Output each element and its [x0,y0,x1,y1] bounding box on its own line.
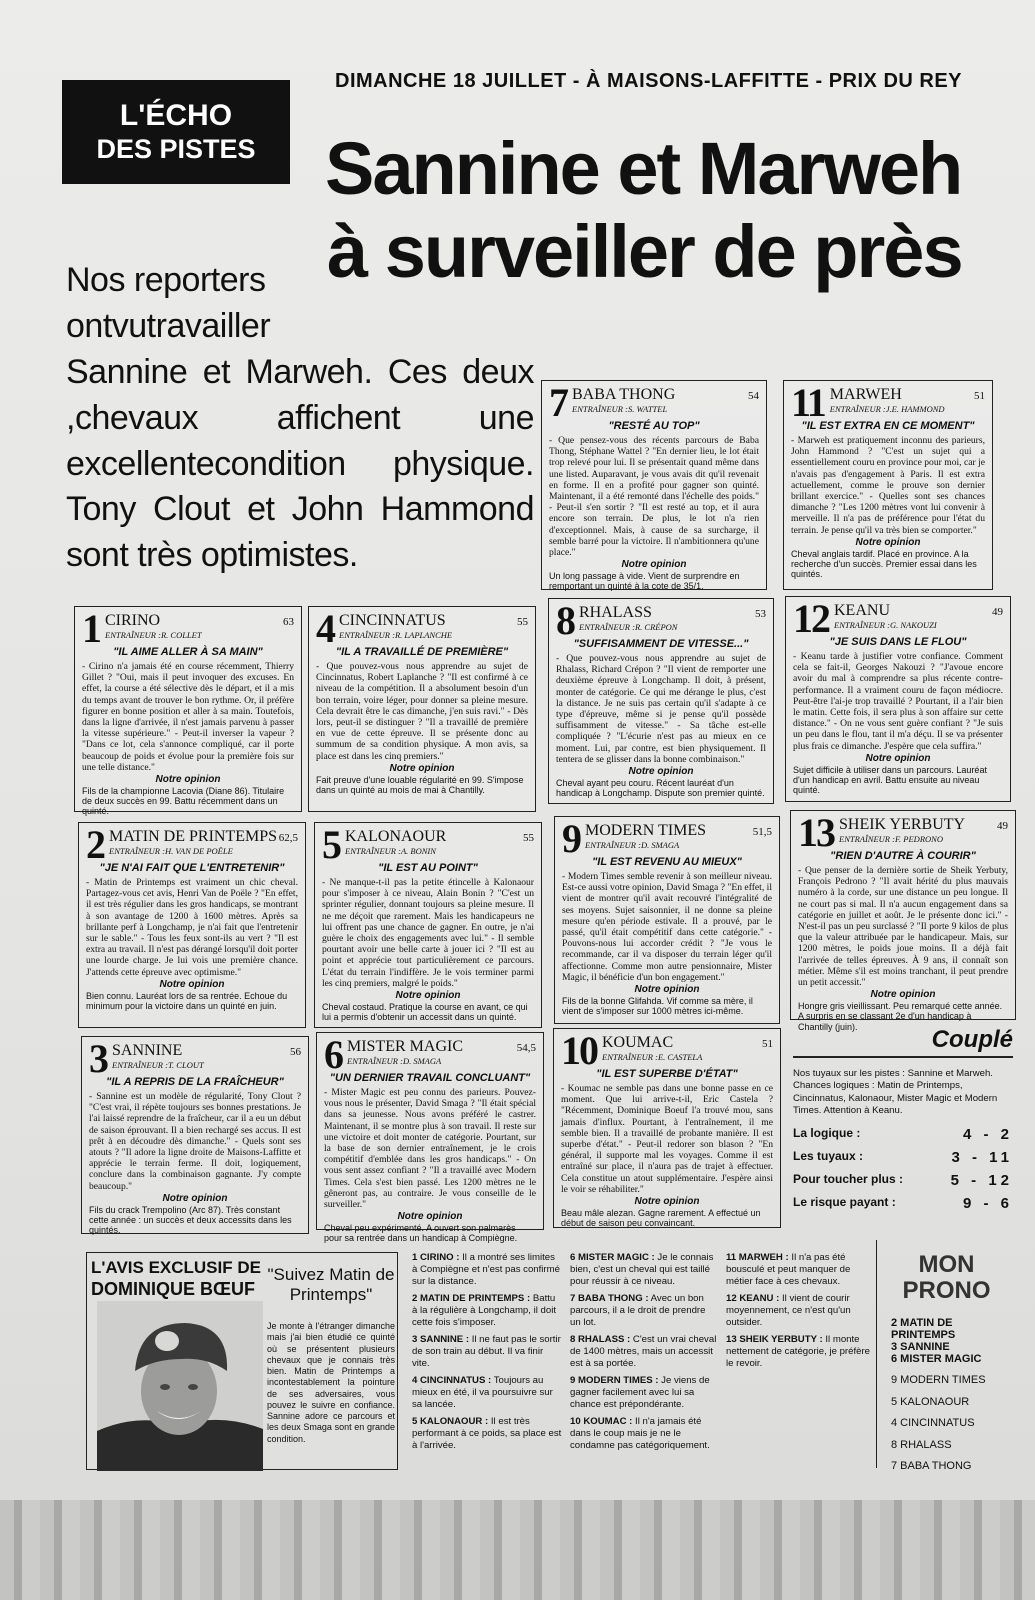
note-text: Avec un bon parcours, il a le droit de prendre un lot. [570,1292,706,1328]
horse-quote: "IL EST REVENU AU MIEUX" [592,856,742,868]
rubric-line2: DES PISTES [96,133,256,164]
note-text: Battu à la régulière à Longchamp, il doit cette fois s'imposer. [412,1292,556,1328]
opinion-title: Notre opinion [621,559,687,571]
prono-other-pick: 5 KALONAOUR [891,1395,970,1408]
horse-name: KALONAOUR [345,828,447,845]
horse-name: CINCINNATUS [339,612,446,629]
note-item [412,1293,562,1329]
horse-header [602,1034,773,1053]
couple-row [793,1149,1013,1166]
horse-weight: 53 [755,608,766,620]
interview-text: - Mister Magic est peu connu des parieurs. Pouvez-vous nous le présenter, David Smaga ? "Il était spécial dans sa jeunesse. Nous avons préféré le castrer. Maintenant, il se montre plus à son travail. Il reste sur une victoire et doit monter de catégorie. Pourtant, sur la base de son dernier entraînement, je le crois compétitif d'emblée dans les gros handicaps." - On vous sent assez confiant ? "Il a travaillé avec Modern Times. Cela s'est bien passé. Les 1200 mètres ne le gêneront pas, au contraire. Je vous conseille de le surveiller." [324,1086,536,1211]
horse-weight: 56 [290,1046,301,1058]
note-label: 3 SANNINE : [412,1333,470,1345]
horse-quote: "UN DERNIER TRAVAIL CONCLUANT" [329,1072,531,1084]
horse-trainer: ENTRAÎNEUR :G. NAKOUZI [834,619,937,630]
opinion-title: Notre opinion [870,989,936,1001]
interview-text: - Que pensez-vous des récents parcours de Baba Thong, Stéphane Wattel ? "En dernier lieu, le lot était trop relevé pour lui. Il se présentait quand même dans une listed. Auparavant, je vous avais dit qu'il revenait en forme. Il en a profité pour gagner son quinté. Maintenant, il a été remonté dans l'échelle des poids." - Peut-il s'en sortir ? "Il est resté au top, et il aura encore son terrain. De plus, le lot n'a rien d'exceptionnel. Mais, à cause de sa surcharge, il semble barré pour la victoire. Il n'ambitionnera qu'une place." [549,434,759,559]
opinion-text: Beau mâle alezan. Gagne rarement. A effectué un début de saison peu convaincant. [561,1207,761,1229]
couple-row-value: 5 - 12 [950,1171,1013,1189]
prono-top-pick: 3 SANNINE [891,1340,950,1353]
opinion-text: Fils de la championne Lacovia (Diane 86). Titulaire de deux succès en 99. Battu récemment dans un quinté. [82,785,285,817]
horse-quote: "JE N'AI FAIT QUE L'ENTRETENIR" [99,862,285,874]
horse-name: MARWEH [829,386,902,403]
opinion-title: Notre opinion [634,984,700,996]
opinion-title: Notre opinion [155,774,221,786]
horse-number: 8 [556,598,574,643]
opinion-text: Hongre gris vieillissant. Peu remarqué cette année. A surpris en se classant 2e d'un handicap à Chantilly (juin). [798,1000,1003,1032]
horse-weight: 55 [523,832,534,844]
couple-row-value: 3 - 11 [951,1148,1013,1166]
horse-name: MISTER MAGIC [347,1038,464,1055]
couple-row [793,1126,1013,1143]
jockey-photo [97,1301,263,1471]
horse-trainer: ENTRAÎNEUR :R. LAPLANCHE [339,629,453,640]
note-text: Je viens de gagner facilement avec lui sa chance est prépondérante. [570,1374,710,1410]
opinion-text: Cheval costaud. Pratique la course en avant, ce qui lui a permis d'obtenir un accessit dans un quinté. [322,1001,528,1023]
note-text: Il monte nettement de catégorie, je préfère le revoir. [726,1333,870,1369]
horse-name: MODERN TIMES [585,822,707,839]
interview-text: - Que pouvez-vous nous apprendre au sujet de Cincinnatus, Robert Laplanche ? "Il est confirmé à ce niveau de la compétition. Il a absolument besoin d'un bon terrain, voire léger, pour donner sa pleine mesure. Cela devrait être le cas dimanche, j'en suis ravi." - Dès lors, peut-il se distinguer ? "Il a travaillé de première en vue de cette épreuve. Il se présente donc au summum de sa condition physique. A mon avis, sa place est dans les cinq premiers." [316,660,528,762]
opinion-text: Fait preuve d'une louable régularité en 99. S'impose dans un quinté au mois de mai à Chantilly. [316,774,524,795]
horse-trainer: ENTRAÎNEUR :J.E. HAMMOND [829,403,945,414]
prono-title-line1: MON [918,1251,975,1278]
prono-top-pick: 6 MISTER MAGIC [891,1353,982,1366]
note-label: 13 SHEIK YERBUTY : [726,1333,823,1345]
horse-weight: 51,5 [752,826,772,838]
horse-name: KOUMAC [602,1034,674,1051]
horse-quote: "IL AIME ALLER À SA MAIN" [113,646,263,658]
opinion-title: Notre opinion [634,1196,700,1208]
interview-text: - Keanu tarde à justifier votre confiance. Comment cela se fait-il, Georges Nakouzi ? "J'avoue encore avoir du mal à comprendre sa plus récente contre-performance. Il a vraiment couru de façon médiocre. Peut-être l'ai-je trop travaillé ? Pourtant, il a l'air bien le matin. Cette fois, il sera plus à son affaire sur cette distance." - On ne vous sent guère confiant ? "Je suis un peu dans le flou, tant il m'a déçu. Il se va présenter plus frais ce dimanche. J'espère que cela suffira." [793,650,1003,752]
horse-header [112,1042,301,1061]
expert-opinion-box [86,1252,398,1470]
horse-card [78,822,306,1028]
horse-number: 1 [82,606,100,651]
horse-card [74,606,302,817]
horse-card [316,1032,544,1244]
prono-other-picks [877,1375,1016,1473]
horse-card [553,1028,781,1228]
note-item [570,1416,718,1452]
horse-header [585,822,772,841]
horse-card [308,606,536,812]
interview-text: - Matin de Printemps est vraiment un chic cheval. Partagez-vous cet avis, Henri Van de Poële ? "En effet, il est très régulier dans les gros handicaps, se montrant à son avantage de 1200 à 1600 mètres. Après sa brillante perf à Longchamp, je n'ai fait que l'entretenir sur le sable." - Tous les feux sont-ils au vert ? "Il est extra au travail. Il n'est pas dérangé lorsqu'il doit porter une lourde charge. Je lui vois une première chance. J'attends cette épreuve avec optimisme." [86,876,298,978]
horse-header [839,816,1008,835]
note-item [570,1293,718,1329]
horse-header [339,612,528,631]
prono-title-line2: PRONO [902,1277,991,1305]
notes-column-2 [570,1252,718,1457]
prono-other-pick: 9 MODERN TIMES [891,1374,986,1387]
opinion-title: Notre opinion [389,762,455,774]
interview-text: - Koumac ne semble pas dans une bonne passe en ce moment. Que lui arrive-t-il, Eric Castela ? "Récemment, Dominique Boeuf l'a trouvé mou, sans jamais d'influx. Pourtant, à l'entraînement, il me semble bien. Il a travaillé de probante manière. Il est superbe d'état." - Peut-il redorer son blason ? "En général, il supporte mal les voyages. Comme il est entraîné sur place, il n'aura pas de trajet à effectuer. Cela constitue un atout supplémentaire. J'espère ainsi le voir se réhabiliter." [561,1082,773,1195]
horse-header [834,602,1003,621]
intro-text [66,258,534,579]
note-label: 7 BABA THONG : [570,1292,649,1304]
opinion-text: Cheval peu expérimenté. A ouvert son palmarès pour sa rentrée dans un handicap à Compiègne. [324,1222,518,1244]
note-text: Je le connais bien, c'est un cheval qui est taillé pour réussir à ce niveau. [570,1252,714,1287]
prono-top-picks [877,1317,1016,1365]
horse-trainer: ENTRAÎNEUR :H. VAN DE POËLE [109,845,233,856]
couple-row-label: Le risque payant : [793,1194,896,1209]
couple-text: Nos tuyaux sur les pistes : Sannine et Marweh. Chances logiques : Matin de Printemps, Cincinnatus, Kalonaour, Mister Magic et Modern Times. Attention à Keanu. [793,1068,998,1117]
note-label: 11 MARWEH : [726,1252,789,1263]
note-item [412,1416,562,1452]
couple-row-label: Pour toucher plus : [793,1171,904,1186]
opinion-title: Notre opinion [628,766,694,778]
horse-trainer: ENTRAÎNEUR :D. SMAGA [347,1055,442,1066]
horse-trainer: ENTRAÎNEUR :F. PEDRONO [839,833,943,844]
horse-trainer: ENTRAÎNEUR :A. BONIN [345,845,436,856]
couple-title: Couplé [793,1026,1013,1058]
horse-card [554,816,780,1024]
prono-title [877,1252,1016,1305]
horse-weight: 55 [517,616,528,628]
horse-name: CIRINO [105,612,161,629]
opinion-title: Notre opinion [397,1211,463,1223]
opinion-text: Sujet difficile à utiliser dans un parcours. Lauréat d'un handicap en avril. Battu ensuite au niveau quinté. [793,764,987,796]
horse-trainer: ENTRAÎNEUR :D. SMAGA [585,839,680,850]
rubric-line1: L'ÉCHO [119,99,233,133]
opinion-title: Notre opinion [865,752,931,764]
horse-number: 9 [562,816,580,861]
horse-number: 7 [549,380,567,425]
note-text: Il a montré ses limites à Compiègne et n'est pas confirmé sur la distance. [412,1252,560,1287]
horse-number: 4 [316,606,334,651]
horse-quote: "RESTÉ AU TOP" [608,420,700,432]
horse-weight: 49 [997,820,1008,832]
horse-quote: "IL EST SUPERBE D'ÉTAT" [596,1068,738,1080]
couple-row-label: Les tuyaux : [793,1148,864,1163]
interview-text: - Ne manque-t-il pas la petite étincelle à Kalonaour pour s'imposer à ce niveau, Alain Bonin ? "C'est un sprinter régulier, donnant toujours sa pleine mesure. Il ne me déçoit que rarement. Mais les handicapeurs ne lui offrent pas une chance de gagner. En outre, je n'ai guère le choix des engagements avec lui." - Il semble pourtant avoir une belle carte à jouer ici ? "Il est au point et apprécie tout particulièrement ce parcours. L'état du terrain l'indiffère. Je le vois terminer parmi les cinq premiers, malgré le poids." [322,876,534,989]
horse-card [783,380,993,590]
intro-rest: Sannine et Marweh. Ces deux ,chevaux affichent une excellentecondition physique. Tony Clout et John Hammond sont très optimistes. [66,352,534,575]
horse-weight: 62,5 [278,832,298,844]
horse-name: BABA THONG [572,386,676,403]
opinion-title: Notre opinion [855,536,921,548]
horse-header [345,828,534,847]
horse-quote: "IL EST EXTRA EN CE MOMENT" [801,420,975,432]
note-label: 10 KOUMAC : [570,1415,633,1427]
horse-weight: 54 [748,390,759,402]
horse-weight: 54,5 [516,1042,536,1054]
horse-quote: "SUFFISAMMENT DE VITESSE..." [573,638,749,650]
horse-quote: "JE SUIS DANS LE FLOU" [829,636,967,648]
horse-trainer: ENTRAÎNEUR :S. WATTEL [572,403,668,414]
note-text: Il n'a pas été bousculé et peut manquer de métier face à ces chevaux. [726,1252,851,1287]
note-label: 6 MISTER MAGIC : [570,1252,655,1263]
opinion-text: Un long passage à vide. Vient de surprendre en remportant un quinté à la cote de 35/1. [549,570,740,592]
interview-text: - Marweh est pratiquement inconnu des parieurs, John Hammond ? "C'est un sujet qui a essentiellement couru en province pour moi, car je n'avais pas d'engagement à Paris. Il est extra actuellement, comme le prouve son dernier brillant exercice." - Quelles sont ses chances dimanche ? "Les 1200 mètres vont lui convenir à merveille. Il n'a pas de préférence pour l'état du terrain. Je pense qu'il va très bien se comporter." [791,434,985,536]
horse-header [105,612,294,631]
prono-top-pick: 2 MATIN DE PRINTEMPS [891,1316,956,1341]
opinion-text: Fils du crack Trempolino (Arc 87). Très constant cette année : un succès et deux accessits dans les quintés. [89,1204,292,1236]
note-item [570,1375,718,1411]
note-item [412,1252,562,1288]
horse-weight: 49 [992,606,1003,618]
note-text: Il n'a jamais été dans le coup mais je ne le condamne pas catégoriquement. [570,1415,710,1451]
couple-row-value: 4 - 2 [962,1125,1013,1143]
avis-title-line2: DOMINIQUE BŒUF [91,1279,255,1299]
note-item [726,1293,872,1329]
notes-column-3 [726,1252,872,1375]
note-text: Il est très performant à ce poids, sa place est à l'arrivée. [412,1415,562,1451]
horse-number: 11 [791,380,825,425]
horse-card [314,822,542,1028]
horse-name: MATIN DE PRINTEMPS [109,828,278,845]
note-text: Il ne faut pas le sortir de son train au début. Il va finir vite. [412,1333,561,1369]
headline-line2: à surveiller de près [327,209,962,293]
avis-title-line1: L'AVIS EXCLUSIF DE [91,1258,261,1277]
couple-row [793,1172,1013,1189]
interview-text: - Cirino n'a jamais été en course récemment, Thierry Gillet ? "Oui, mais il peut invoquer des excuses. En effet, la course a été sélective dès le départ, et il a mis du temps avant de trouver le bon rythme. Or, il préfère figurer en bonne position et aller à sa main. Toutefois, dans la ligne d'arrivée, il n'est jamais parvenu à passer la vitesse supérieure." - Peut-il inverser la vapeur ? "Dans ce lot, cela s'annonce compliqué, car il porte beaucoup de poids et évolue pour la première fois sur une telle distance." [82,660,294,773]
couple-row [793,1195,1013,1212]
prono-other-pick: 7 BABA THONG [891,1460,972,1473]
prono-other-pick: 8 RHALASS [891,1438,952,1451]
note-item [570,1334,718,1370]
horse-trainer: ENTRAÎNEUR :R. CRÉPON [579,621,678,632]
interview-text: - Sannine est un modèle de régularité, Tony Clout ? "C'est vrai, il répète toujours ses bonnes prestations. Je l'ai laissé reprendre de la fraîcheur, car il a eu un début de saison éprouvant. Il a bien rechargé ses accus. Il est prêt à en découdre dès dimanche." - Quels sont ses atouts ? "Il adore la ligne droite de Maisons-Laffitte et apprécie le terrain ferme. Il doit, logiquement, conclure dans la combinaison gagnante. J'y compte beaucoup." [89,1090,301,1192]
couple-box [793,1026,1013,1230]
interview-text: - Que pouvez-vous nous apprendre au sujet de Rhalass, Richard Crépon ? "Il vient de remporter une deuxième épreuve à Longchamp. Il doit, à présent, monter de catégorie. Ce qui me dérange le plus, c'est la distance. Je ne suis pas certain qu'il s'adapte à ce type d'épreuve, même si je pense qu'il possède suffisamment de vitesse." - Sa tâche est-elle compliquée ? "L'écurie n'est pas au mieux en ce moment. Lui, par contre, est bien physiquement. Il tentera de se glisser dans la bonne combinaison." [556,652,766,765]
horse-weight: 51 [762,1038,773,1050]
opinion-text: Cheval anglais tardif. Placé en province. A la recherche d'un succès. Premier essai dans les quintés. [791,548,977,580]
horse-quote: "RIEN D'AUTRE À COURIR" [830,850,976,862]
rubric-box [62,80,290,184]
note-text: Toujours au mieux en été, il va poursuivre sur sa lancée. [412,1374,553,1410]
avis-quote-title: "Suivez Matin de Printemps" [267,1265,395,1305]
horse-trainer: ENTRAÎNEUR :R. COLLET [105,629,202,640]
notes-column-1 [412,1252,562,1457]
prono-box [876,1240,1016,1473]
horse-header [830,386,985,405]
horse-number: 13 [798,810,834,855]
horse-card [548,598,774,804]
horse-number: 10 [561,1028,597,1073]
interview-text: - Que penser de la dernière sortie de Sheik Yerbuty, François Pedrono ? "Il avait hérité du plus mauvais numéro à la corde, sur une distance un peu longue. Il ne court pas si mal. Il n'a aucun engagement dans sa catégorie en juillet et août. Je le présente donc ici." - N'est-il pas un peu surclassé ? "Il porte 9 kilos de plus que la valeur attribuée par le handicapeur. Mais, sur 1200 mètres, le poids joue moins. Il a déjà fait l'arrivée de telles épreuves. À 9 ans, il connaît son métier. Même s'il est moins tranchant, il peut prendre un petit accessit." [798,864,1008,989]
horse-card [541,380,767,590]
avis-quote-text: Je monte à l'étranger dimanche mais j'ai bien étudié ce quinté où se présentent plusieurs chevaux que je connais très bien. Matin de Printemps a incontestablement la pointure de ses adversaires, vous pouvez le suivre en confiance. Sannine adore ce parcours et les deux Smaga sont en grande condition. [267,1321,395,1444]
page-bottom-shadow [0,1500,1035,1600]
intro-line1: Nos reporters [66,261,266,299]
note-item [412,1334,562,1370]
horse-number: 3 [89,1036,107,1081]
horse-weight: 63 [283,616,294,628]
headline-line1: Sannine et Marweh [325,127,962,210]
interview-text: - Modern Times semble revenir à son meilleur niveau. Est-ce aussi votre opinion, David Smaga ? "En effet, il vient de montrer qu'il avait recouvré l'intégralité de ses moyens. Sujet saisonnier, il ne donne sa pleine mesure qu'en période estivale. Il a prouvé, par le passé, qu'il était compétitif dans cette catégorie." - Pouvons-nous lui accorder crédit ? "Je vous le recommande, car il va disposer du terrain léger qu'il affectionne. Comme mon autre pensionnaire, Mister Magic, il bénéficie d'un bon engagement." [562,870,772,983]
horse-header [347,1038,536,1057]
horse-card [81,1036,309,1234]
opinion-text: Cheval ayant peu couru. Récent lauréat d'un handicap à Longchamp. Dispute son premier quinté. [556,777,765,799]
note-label: 2 MATIN DE PRINTEMPS : [412,1292,531,1304]
note-label: 8 RHALASS : [570,1333,631,1345]
note-item [412,1375,562,1411]
horse-number: 5 [322,822,340,867]
horse-name: KEANU [834,602,890,619]
note-label: 1 CIRINO : [412,1252,460,1263]
note-label: 9 MODERN TIMES : [570,1374,659,1386]
horse-name: RHALASS [579,604,652,621]
horse-card [785,596,1011,802]
opinion-title: Notre opinion [395,990,461,1002]
opinion-title: Notre opinion [162,1192,228,1204]
horse-header [109,828,298,847]
opinion-text: Bien connu. Lauréat lors de sa rentrée. Echoue du minimum pour la victoire dans un quinté en juin. [86,990,288,1011]
horse-weight: 51 [974,390,985,402]
note-item [726,1252,872,1288]
couple-row-value: 9 - 6 [962,1194,1013,1212]
dateline: DIMANCHE 18 JUILLET - À MAISONS-LAFFITTE - PRIX DU REY [335,70,963,92]
note-label: 5 KALONAOUR : [412,1415,489,1427]
horse-quote: "IL A REPRIS DE LA FRAÎCHEUR" [106,1076,284,1088]
horse-number: 6 [324,1032,342,1077]
horse-trainer: ENTRAÎNEUR :T. CLOUT [112,1059,204,1070]
horse-number: 2 [86,822,104,867]
opinion-text: Fils de la bonne Glifahda. Vif comme sa mère, il vient de s'imposer sur 1000 mètres ici-même. [562,995,753,1017]
horse-quote: "IL A TRAVAILLÉ DE PREMIÈRE" [335,646,509,658]
horse-header [579,604,766,623]
horse-card [790,810,1016,1032]
note-text: C'est un vrai cheval de 1400 mètres, mais un accessit est à sa portée. [570,1333,717,1369]
horse-trainer: ENTRAÎNEUR :E. CASTELA [602,1051,703,1062]
note-label: 12 KEANU : [726,1292,780,1304]
horse-name: SANNINE [112,1042,183,1059]
note-label: 4 CINCINNATUS : [412,1374,492,1386]
prono-other-pick: 4 CINCINNATUS [891,1417,975,1430]
horse-number: 12 [793,596,829,641]
horse-header [572,386,759,405]
note-text: Il vient de courir moyennement, ce n'est qu'un outsider. [726,1292,851,1328]
couple-rows [793,1126,1013,1212]
couple-row-label: La logique : [793,1125,861,1140]
horse-name: SHEIK YERBUTY [839,816,966,833]
note-item [570,1252,718,1288]
horse-quote: "IL EST AU POINT" [378,862,478,874]
note-item [726,1334,872,1370]
opinion-title: Notre opinion [159,978,225,990]
intro-line2: ontvutravailler [66,306,271,345]
